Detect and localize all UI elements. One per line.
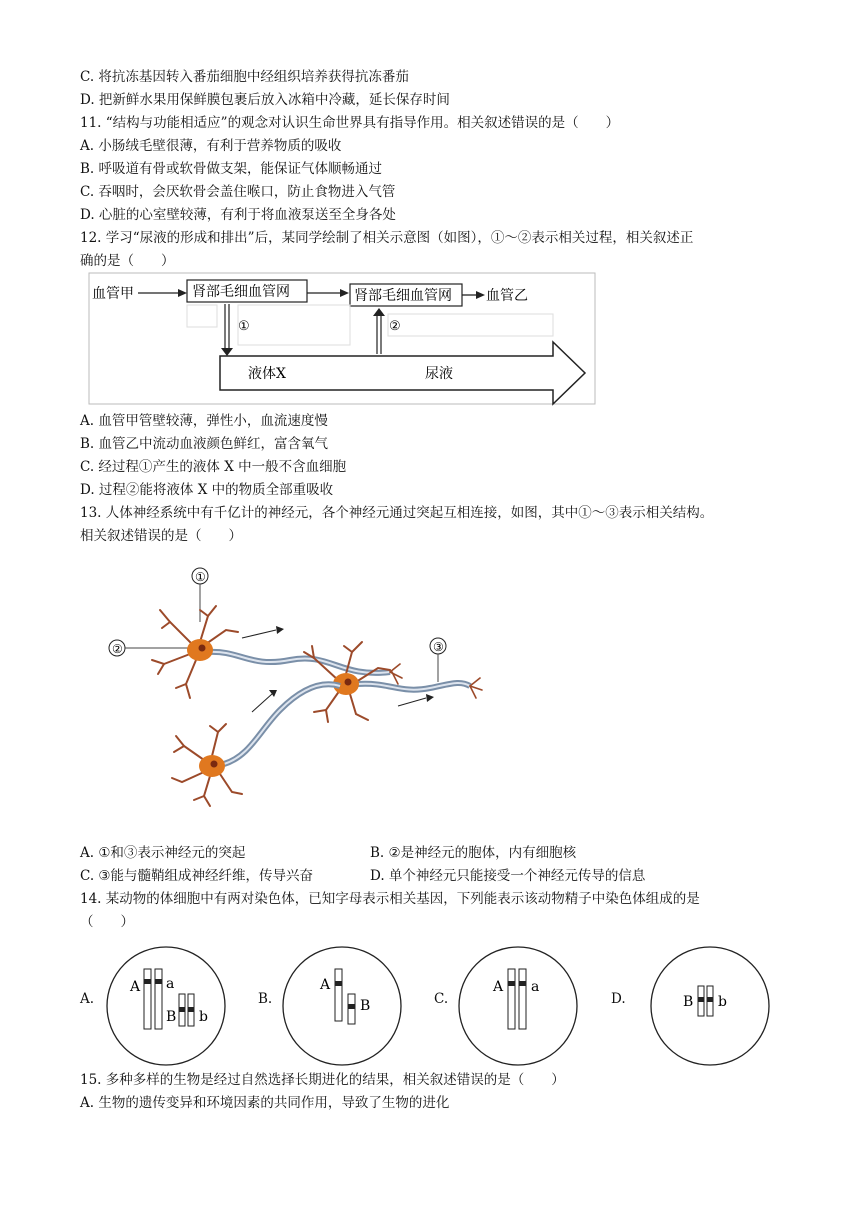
cell-option-c-label: C. [434,991,449,1007]
q12-option-b: B. 血管乙中流动血液颜色鲜红，富含氧气 [80,436,329,452]
q11-option-d: D. 心脏的心室壁较薄，有利于将血液泵送至全身各处 [80,207,396,223]
q12-option-a: A. 血管甲管壁较薄，弹性小，血流速度慢 [80,413,328,429]
process-2-label: ② [389,319,401,334]
kidney-diagram [88,272,598,406]
liquid-x-label: 液体X [248,366,286,382]
question-14-line1: 14. 某动物的体细胞中有两对染色体，已知字母表示相关基因，下列能表示该动物精子中染色体组成的是 [80,891,700,907]
q11-option-a: A. 小肠绒毛壁很薄，有利于营养物质的吸收 [80,138,342,154]
question-11: 11. “结构与功能相适应”的观念对认识生命世界具有指导作用。相关叙述错误的是（ ） [80,115,620,131]
svg-text:A: A [493,979,504,995]
q13-option-d: D. 单个神经元只能接受一个神经元传导的信息 [370,868,646,884]
cell-option-d-label: D. [611,991,626,1007]
vessel-b-label: 血管乙 [486,288,528,304]
urine-label: 尿液 [425,366,453,382]
cell-option-a-label: A. [80,991,95,1007]
q15-option-a: A. 生物的遗传变异和环境因素的共同作用，导致了生物的进化 [80,1095,450,1111]
svg-text:a: a [166,976,175,992]
cell-d [648,944,772,1068]
svg-text:A: A [320,977,331,993]
svg-text:b: b [718,994,727,1010]
q11-option-b: B. 呼吸道有骨或软骨做支架，能保证气体顺畅通过 [80,161,383,177]
svg-text:A: A [130,979,141,995]
option-d-prev: D. 把新鲜水果用保鲜膜包裹后放入冰箱中冷藏，延长保存时间 [80,92,450,108]
cell-b [280,944,404,1068]
q13-option-b: B. ②是神经元的胞体，内有细胞核 [370,845,577,861]
q11-option-c: C. 吞咽时，会厌软骨会盖住喉口，防止食物进入气管 [80,184,396,200]
q13-option-a: A. ①和③表示神经元的突起 [80,845,246,861]
cell-option-b-label: B. [258,991,273,1007]
q13-option-c: C. ③能与髓鞘组成神经纤维，传导兴奋 [80,868,314,884]
process-1-label: ① [238,319,250,334]
label-1: ① [195,570,206,584]
svg-text:a: a [531,979,540,995]
cell-a [104,944,228,1068]
svg-text:B: B [360,998,371,1014]
cell-c [456,944,580,1068]
svg-text:B: B [166,1009,177,1025]
label-2: ② [112,642,123,656]
neuron-diagram [100,560,500,810]
question-13-line2: 相关叙述错误的是（ ） [80,528,242,544]
q12-option-c: C. 经过程①产生的液体 X 中一般不含血细胞 [80,459,347,475]
question-12-line1: 12. 学习“尿液的形成和排出”后，某同学绘制了相关示意图（如图），①～②表示相关过程，相关叙述正 [80,230,694,246]
question-15: 15. 多种多样的生物是经过自然选择长期进化的结果，相关叙述错误的是（ ） [80,1072,565,1088]
capillary-net-2-label: 肾部毛细血管网 [354,288,452,304]
axon-3 [224,684,340,764]
question-14-line2: （ ） [80,914,134,930]
question-12-line2: 确的是（ ） [80,253,175,269]
q12-option-d: D. 过程②能将液体 X 中的物质全部重吸收 [80,482,334,498]
label-3: ③ [433,640,444,654]
vessel-a-label: 血管甲 [92,286,134,302]
option-c-prev: C. 将抗冻基因转入番茄细胞中经组织培养获得抗冻番茄 [80,69,409,85]
svg-text:b: b [199,1009,208,1025]
svg-text:B: B [683,994,694,1010]
question-13-line1: 13. 人体神经系统中有千亿计的神经元，各个神经元通过突起互相连接，如图，其中①～③表示相关结构。 [80,505,714,521]
capillary-net-1-label: 肾部毛细血管网 [192,284,290,300]
